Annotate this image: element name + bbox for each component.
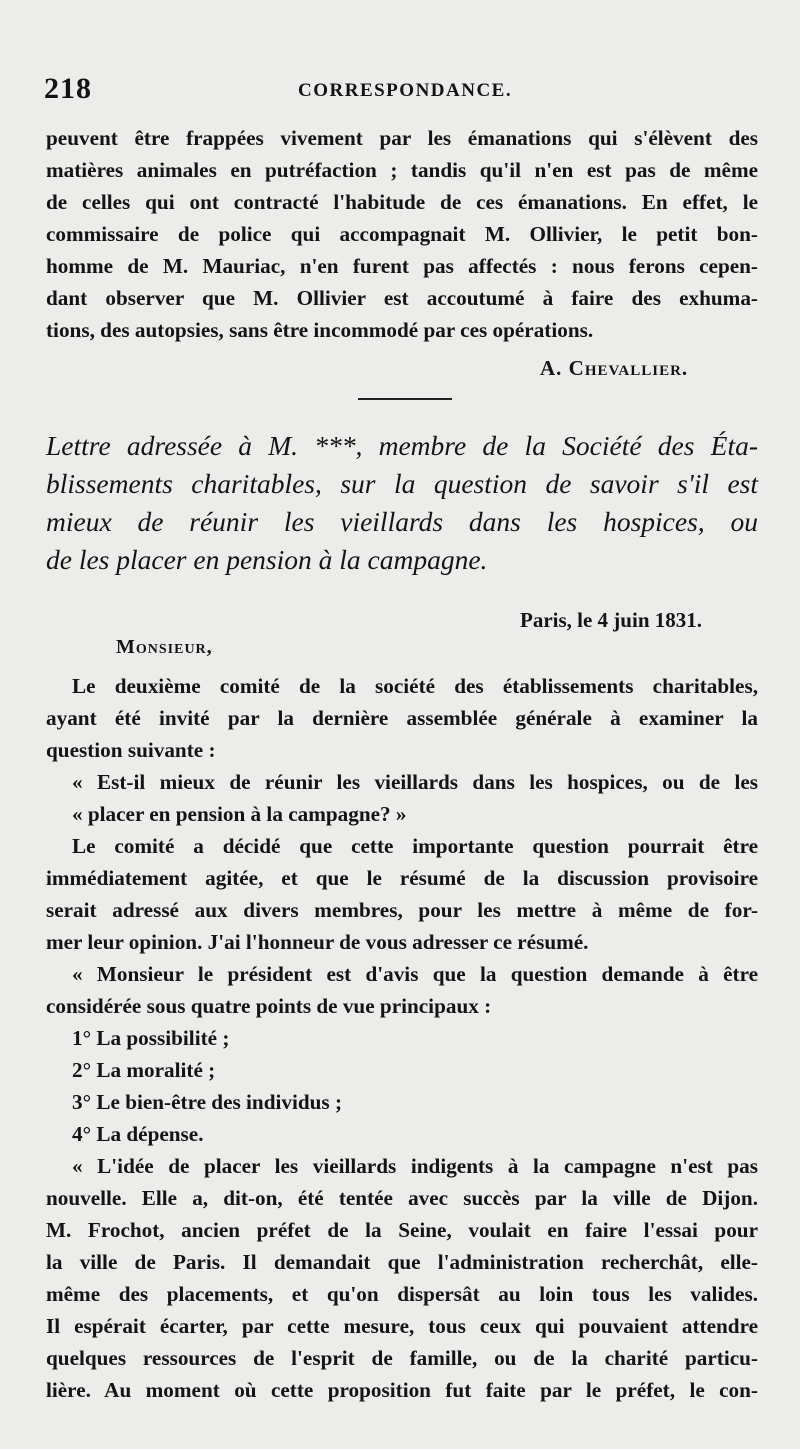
page-number: 218: [44, 72, 92, 105]
author-signature: A. Chevallier.: [540, 356, 689, 380]
text-line: Il espérait écarter, par cette mesure, tous ceux qui pouvaient attendre: [46, 1314, 758, 1338]
text-line: homme de M. Mauriac, n'en furent pas affectés : nous ferons cepen-: [46, 254, 758, 278]
text-line: « placer en pension à la campagne? »: [72, 802, 407, 826]
text-line: mer leur opinion. J'ai l'honneur de vous adresser ce résumé.: [46, 930, 589, 954]
text-line: lière. Au moment où cette proposition fut faite par le préfet, le con-: [46, 1378, 758, 1402]
title-line: Lettre adressée à M. ***, membre de la Société des Éta-: [46, 430, 758, 461]
text-line: tions, des autopsies, sans être incommodé par ces opérations.: [46, 318, 594, 342]
text-line: la ville de Paris. Il demandait que l'administration recherchât, elle-: [46, 1250, 758, 1274]
text-line: considérée sous quatre points de vue principaux :: [46, 994, 492, 1018]
text-line: nouvelle. Elle a, dit-on, été tentée avec succès par la ville de Dijon.: [46, 1186, 758, 1210]
running-head: CORRESPONDANCE.: [298, 80, 513, 101]
text-line: « Est-il mieux de réunir les vieillards dans les hospices, ou de les: [72, 770, 758, 794]
list-item: 2° La moralité ;: [72, 1058, 216, 1082]
text-line: dant observer que M. Ollivier est accoutumé à faire des exhuma-: [46, 286, 758, 310]
salutation: Monsieur,: [116, 636, 213, 658]
text-line: « Monsieur le président est d'avis que la question demande à être: [72, 962, 758, 986]
title-line: de les placer en pension à la campagne.: [46, 544, 488, 575]
text-line: ayant été invité par la dernière assemblée générale à examiner la: [46, 706, 758, 730]
text-line: quelques ressources de l'esprit de famille, ou de la charité particu-: [46, 1346, 758, 1370]
text-line: serait adressé aux divers membres, pour les mettre à même de for-: [46, 898, 758, 922]
text-line: même des placements, et qu'on dispersât au loin tous les valides.: [46, 1282, 758, 1306]
text-line: de celles qui ont contracté l'habitude de ces émanations. En effet, le: [46, 190, 758, 214]
list-item: 1° La possibilité ;: [72, 1026, 230, 1050]
text-line: Le comité a décidé que cette importante question pourrait être: [72, 834, 758, 858]
text-line: immédiatement agitée, et que le résumé de la discussion provisoire: [46, 866, 758, 890]
section-divider: [358, 398, 452, 400]
text-line: M. Frochot, ancien préfet de la Seine, voulait en faire l'essai pour: [46, 1218, 758, 1242]
text-line: question suivante :: [46, 738, 216, 762]
text-line: matières animales en putréfaction ; tandis qu'il n'en est pas de même: [46, 158, 758, 182]
title-line: blissements charitables, sur la question de savoir s'il est: [46, 468, 758, 499]
list-item: 3° Le bien-être des individus ;: [72, 1090, 343, 1114]
text-line: peuvent être frappées vivement par les émanations qui s'élèvent des: [46, 126, 758, 150]
text-line: commissaire de police qui accompagnait M. Ollivier, le petit bon-: [46, 222, 758, 246]
text-line: Le deuxième comité de la société des établissements charitables,: [72, 674, 758, 698]
title-line: mieux de réunir les vieillards dans les hospices, ou: [46, 506, 758, 537]
page-header: [44, 72, 760, 112]
list-item: 4° La dépense.: [72, 1122, 204, 1146]
dateline: Paris, le 4 juin 1831.: [520, 608, 702, 632]
text-line: « L'idée de placer les vieillards indigents à la campagne n'est pas: [72, 1154, 758, 1178]
